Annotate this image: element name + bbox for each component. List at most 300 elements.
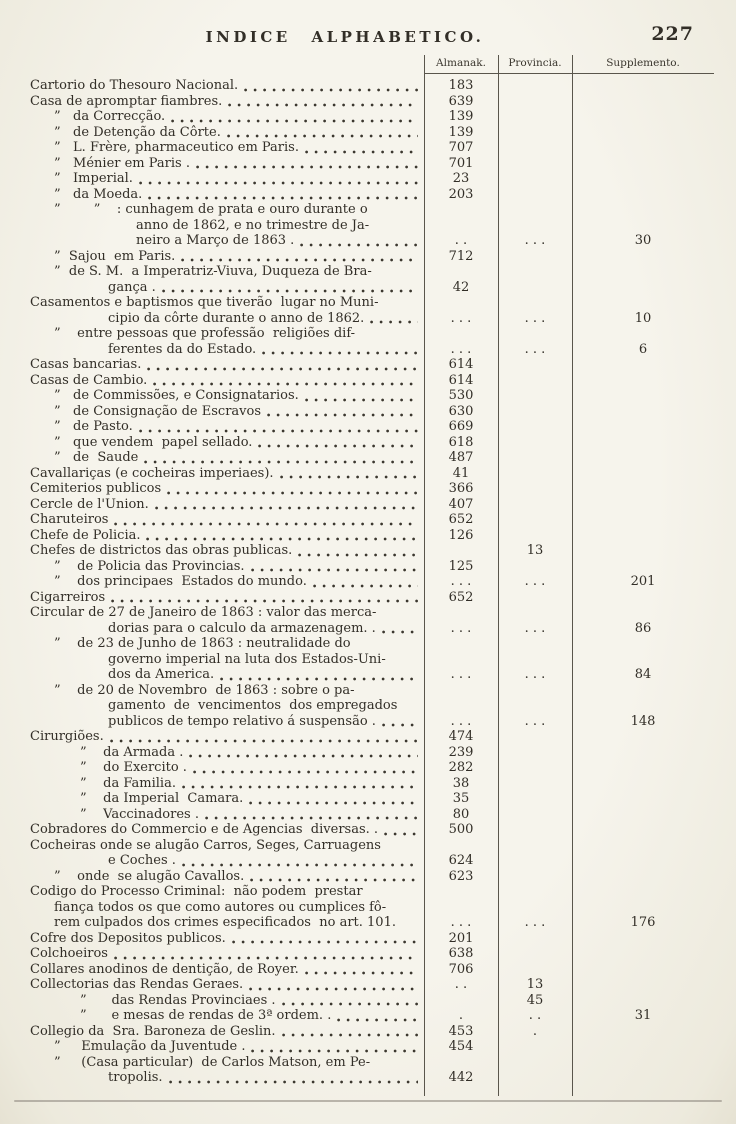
entry-lines xyxy=(30,791,424,807)
entry-text: ” entre pessoas que professão religiões dif- xyxy=(54,326,356,341)
index-row xyxy=(30,512,736,528)
entry-text: Cofre dos Depositos publicos. xyxy=(30,930,226,946)
almanak-cell: 652 xyxy=(448,589,474,605)
dot-leader xyxy=(282,1002,418,1006)
entry-text: fiança todos os que como autores ou cumplices fô- xyxy=(54,899,387,915)
entry-text: ” (Casa particular) de Carlos Matson, em Pe- xyxy=(54,1054,371,1070)
entry-text: neiro a Março de 1863 . xyxy=(136,233,295,248)
entry-line xyxy=(30,326,424,342)
entry-lines xyxy=(30,450,424,466)
index-row xyxy=(30,419,736,435)
index-row xyxy=(30,404,736,420)
entry-line xyxy=(30,667,424,683)
entry-lines xyxy=(30,388,424,404)
entry-line xyxy=(30,977,424,993)
entry-lines xyxy=(30,94,424,110)
entry-text: ” da Moeda. xyxy=(54,186,143,202)
entry-line xyxy=(30,125,424,141)
index-row xyxy=(30,1039,736,1055)
entry-line xyxy=(30,264,424,280)
entry-lines xyxy=(30,419,424,435)
entry-text: ” Imperial. xyxy=(54,171,133,186)
almanak-cell: . . xyxy=(454,233,468,248)
dot-leader xyxy=(382,630,418,634)
index-row xyxy=(30,156,736,172)
dot-leader xyxy=(147,367,418,371)
entry-line xyxy=(30,388,424,404)
almanak-cell: . . . xyxy=(450,574,472,589)
entry-line xyxy=(30,869,424,885)
entry-text: Chefe de Policia. xyxy=(30,527,141,543)
entry-text: Cartorio do Thesouro Nacional. xyxy=(30,78,239,93)
almanak-cell: 707 xyxy=(448,140,474,155)
provincia-cell: . . . xyxy=(524,310,546,326)
index-row xyxy=(30,94,736,110)
index-row xyxy=(30,373,736,389)
almanak-cell: 201 xyxy=(448,930,474,946)
supplemento-cell: 31 xyxy=(634,1008,652,1023)
index-row xyxy=(30,590,736,606)
index-row xyxy=(30,931,736,947)
entry-lines xyxy=(30,1008,424,1024)
entry-line xyxy=(30,884,424,900)
entry-text: ” ” : cunhagem de prata e ouro durante o xyxy=(54,202,368,217)
index-row xyxy=(30,202,736,249)
dot-leader xyxy=(305,150,418,154)
provincia-cell: . . . xyxy=(524,713,546,729)
almanak-cell: 623 xyxy=(448,868,474,884)
provincia-cell: 13 xyxy=(526,543,544,558)
dot-leader xyxy=(300,243,418,247)
index-row xyxy=(30,171,736,187)
index-row xyxy=(30,1055,736,1086)
dot-leader xyxy=(162,289,418,293)
entry-line xyxy=(30,466,424,482)
index-row xyxy=(30,791,736,807)
almanak-cell: 652 xyxy=(448,512,474,527)
entry-line xyxy=(30,342,424,358)
almanak-cell: 126 xyxy=(448,527,474,543)
entry-line xyxy=(30,652,424,668)
provincia-cell: . . . xyxy=(524,233,546,248)
column-header-supplemento: Supplemento. xyxy=(606,57,680,69)
entry-line xyxy=(30,822,424,838)
dot-leader xyxy=(262,351,418,355)
entry-lines xyxy=(30,574,424,590)
dot-leader xyxy=(382,723,418,727)
supplemento-cell: 201 xyxy=(630,574,656,589)
entry-text: dos da America. xyxy=(108,667,215,682)
entry-text: ” dos principaes Estados do mundo. xyxy=(54,574,307,589)
dot-leader xyxy=(251,1049,418,1053)
entry-lines xyxy=(30,559,424,575)
dot-leader xyxy=(153,382,418,386)
provincia-cell: . . xyxy=(528,1008,542,1023)
entry-line xyxy=(30,745,424,761)
dot-leader xyxy=(305,971,418,975)
entry-line xyxy=(30,760,424,776)
entry-lines xyxy=(30,373,424,389)
dot-leader xyxy=(251,568,418,572)
entry-lines xyxy=(30,156,424,172)
almanak-cell: 407 xyxy=(448,496,474,512)
entry-line xyxy=(30,962,424,978)
index-row xyxy=(30,249,736,265)
almanak-cell: 203 xyxy=(448,186,474,202)
index-row xyxy=(30,683,736,730)
index-row xyxy=(30,326,736,357)
dot-leader xyxy=(282,1033,418,1037)
dot-leader xyxy=(144,460,418,464)
entry-text: gamento de vencimentos dos empregados xyxy=(108,698,398,713)
index-row xyxy=(30,481,736,497)
supplemento-cell: 30 xyxy=(634,233,652,248)
almanak-cell: 139 xyxy=(448,109,474,124)
entry-line xyxy=(30,481,424,497)
entry-lines xyxy=(30,295,424,326)
entry-lines xyxy=(30,187,424,203)
index-row xyxy=(30,822,736,838)
entry-text: ” da Correcção. xyxy=(54,109,166,124)
entry-lines xyxy=(30,962,424,978)
index-row xyxy=(30,435,736,451)
entry-line xyxy=(30,435,424,451)
almanak-cell: 38 xyxy=(452,775,470,791)
entry-text: Collegio da Sra. Baroneza de Geslin. xyxy=(30,1023,276,1039)
dot-leader xyxy=(181,258,418,262)
entry-line xyxy=(30,605,424,621)
almanak-cell: . . xyxy=(454,977,468,992)
index-row xyxy=(30,187,736,203)
entry-text: Collectorias das Rendas Geraes. xyxy=(30,977,244,992)
almanak-cell: 712 xyxy=(448,248,474,264)
dot-leader xyxy=(249,987,418,991)
column-header-almanak: Almanak. xyxy=(436,57,486,69)
entry-line xyxy=(30,946,424,962)
dot-leader xyxy=(267,413,418,417)
entry-lines xyxy=(30,590,424,606)
entry-lines xyxy=(30,264,424,295)
almanak-cell: 453 xyxy=(448,1023,474,1039)
dot-leader xyxy=(114,522,418,526)
entry-text: rem culpados dos crimes especificados no art. 101. xyxy=(54,915,396,930)
dot-leader xyxy=(171,119,418,123)
entry-text: ” L. Frère, pharmaceutico em Paris. xyxy=(54,140,299,155)
provincia-cell: . . . xyxy=(524,667,546,682)
entry-line xyxy=(30,574,424,590)
almanak-cell: 669 xyxy=(448,419,474,434)
dot-leader xyxy=(249,801,418,805)
entry-line xyxy=(30,249,424,265)
index-row xyxy=(30,466,736,482)
index-row xyxy=(30,574,736,590)
entry-lines xyxy=(30,636,424,683)
entry-text: ” Ménier em Paris . xyxy=(54,155,190,171)
entry-lines xyxy=(30,78,424,94)
entry-line xyxy=(30,218,424,234)
entry-line xyxy=(30,450,424,466)
index-row xyxy=(30,264,736,295)
entry-lines xyxy=(30,884,424,931)
index-row xyxy=(30,1024,736,1040)
entry-line xyxy=(30,1039,424,1055)
dot-leader xyxy=(370,320,418,324)
entry-lines xyxy=(30,528,424,544)
almanak-cell: . . . xyxy=(450,667,472,682)
index-row xyxy=(30,776,736,792)
header-underline xyxy=(424,73,714,74)
entry-line xyxy=(30,1070,424,1086)
entry-text: ” da Imperial Camara. xyxy=(80,791,244,806)
dot-leader xyxy=(110,739,418,743)
dot-leader xyxy=(244,88,418,92)
entry-text: ” de S. M. a Imperatriz-Viuva, Duqueza de Bra- xyxy=(54,264,372,279)
dot-leader xyxy=(227,134,418,138)
dot-leader xyxy=(182,863,418,867)
entry-text: Casas bancarias. xyxy=(30,357,142,372)
index-row xyxy=(30,946,736,962)
entry-line xyxy=(30,295,424,311)
dot-leader xyxy=(337,1018,418,1022)
dot-leader xyxy=(189,754,418,758)
almanak-cell: 630 xyxy=(448,403,474,419)
entry-text: ” Sajou em Paris. xyxy=(54,248,176,264)
almanak-cell: 618 xyxy=(448,434,474,450)
entry-text: ” da Armada . xyxy=(80,744,184,760)
entry-line xyxy=(30,280,424,296)
supplemento-cell: 148 xyxy=(630,713,656,729)
entry-line xyxy=(30,187,424,203)
dot-leader xyxy=(258,444,418,448)
almanak-cell: 41 xyxy=(452,465,470,481)
index-row xyxy=(30,559,736,575)
provincia-cell: . xyxy=(532,1023,538,1039)
entry-line xyxy=(30,404,424,420)
index-row xyxy=(30,760,736,776)
entry-lines xyxy=(30,946,424,962)
entry-lines xyxy=(30,466,424,482)
entry-lines xyxy=(30,1024,424,1040)
entry-lines xyxy=(30,357,424,373)
entry-text: ” de 20 de Novembro de 1863 : sobre o pa- xyxy=(54,682,355,698)
entry-text: Charuteiros xyxy=(30,512,109,527)
dot-leader xyxy=(111,599,418,603)
entry-line xyxy=(30,357,424,373)
entry-line xyxy=(30,1008,424,1024)
entry-text: Casas de Cambio. xyxy=(30,372,148,388)
entry-line xyxy=(30,78,424,94)
entry-lines xyxy=(30,543,424,559)
provincia-cell: . . . xyxy=(524,915,546,930)
dot-leader xyxy=(220,677,418,681)
almanak-cell: 23 xyxy=(452,171,470,186)
index-row xyxy=(30,1008,736,1024)
entry-lines xyxy=(30,807,424,823)
index-row xyxy=(30,388,736,404)
dot-leader xyxy=(139,181,418,185)
entry-line xyxy=(30,838,424,854)
entry-line xyxy=(30,1024,424,1040)
entry-line xyxy=(30,807,424,823)
entry-text: Cemiterios publicos xyxy=(30,481,162,496)
entry-line xyxy=(30,419,424,435)
almanak-cell: 638 xyxy=(448,946,474,961)
entry-text: e Coches . xyxy=(108,853,176,868)
entry-text: Casa de apromptar fiambres. xyxy=(30,93,223,109)
almanak-cell: 239 xyxy=(448,744,474,760)
entry-lines xyxy=(30,435,424,451)
entry-text: Cocheiras onde se alugão Carros, Seges, Carruagens xyxy=(30,837,381,853)
almanak-cell: 624 xyxy=(448,853,474,868)
dot-leader xyxy=(384,832,418,836)
almanak-cell: 35 xyxy=(452,791,470,806)
entry-line xyxy=(30,171,424,187)
almanak-cell: 701 xyxy=(448,155,474,171)
entry-line xyxy=(30,1055,424,1071)
entry-lines xyxy=(30,481,424,497)
index-rows xyxy=(0,78,736,1086)
entry-line xyxy=(30,729,424,745)
index-row xyxy=(30,993,736,1009)
supplemento-cell: 10 xyxy=(634,310,652,326)
index-row xyxy=(30,125,736,141)
provincia-cell: 13 xyxy=(526,977,544,992)
dot-leader xyxy=(228,103,418,107)
entry-text: ” Vaccinadores . xyxy=(80,806,199,822)
provincia-cell: 45 xyxy=(526,992,544,1008)
dot-leader xyxy=(114,956,418,960)
entry-text: Cigarreiros xyxy=(30,589,106,605)
provincia-cell: . . . xyxy=(524,341,546,357)
entry-text: ” e mesas de rendas de 3ª ordem. . xyxy=(80,1008,332,1023)
page-number: 227 xyxy=(651,23,694,45)
almanak-cell: 639 xyxy=(448,93,474,109)
entry-lines xyxy=(30,125,424,141)
almanak-cell: 366 xyxy=(448,481,474,496)
dot-leader xyxy=(196,165,418,169)
almanak-cell: 454 xyxy=(448,1039,474,1054)
almanak-cell: 282 xyxy=(448,760,474,775)
entry-lines xyxy=(30,202,424,249)
entry-line xyxy=(30,636,424,652)
index-row xyxy=(30,295,736,326)
provincia-cell: . . . xyxy=(524,574,546,589)
entry-line xyxy=(30,233,424,249)
entry-lines xyxy=(30,977,424,993)
entry-line xyxy=(30,559,424,575)
entry-line xyxy=(30,776,424,792)
entry-lines xyxy=(30,109,424,125)
entry-lines xyxy=(30,140,424,156)
almanak-cell: . . . xyxy=(450,341,472,357)
dot-leader xyxy=(250,878,418,882)
entry-line xyxy=(30,373,424,389)
almanak-cell: . . . xyxy=(450,310,472,326)
entry-text: ” das Rendas Provinciaes . xyxy=(80,992,276,1008)
entry-text: ” de Commissões, e Consignatarios. xyxy=(54,388,299,403)
index-row xyxy=(30,78,736,94)
entry-lines xyxy=(30,760,424,776)
page-title: INDICE ALPHABETICO. xyxy=(205,28,485,46)
entry-line xyxy=(30,714,424,730)
entry-text: ” de 23 de Junho de 1863 : neutralidade do xyxy=(54,636,351,651)
entry-lines xyxy=(30,993,424,1009)
entry-text: anno de 1862, e no trimestre de Ja- xyxy=(136,217,370,233)
entry-lines xyxy=(30,683,424,730)
entry-text: ” de Policia das Provincias. xyxy=(54,558,245,574)
entry-line xyxy=(30,512,424,528)
entry-line xyxy=(30,202,424,218)
entry-text: ferentes da do Estado. xyxy=(108,341,257,357)
index-row xyxy=(30,140,736,156)
dot-leader xyxy=(232,940,418,944)
index-row xyxy=(30,636,736,683)
entry-text: ” onde se alugão Cavallos. xyxy=(54,868,245,884)
entry-text: dorias para o calculo da armazenagem. . xyxy=(108,620,376,636)
dot-leader xyxy=(167,491,418,495)
entry-lines xyxy=(30,838,424,869)
entry-lines xyxy=(30,404,424,420)
dot-leader xyxy=(298,553,418,557)
column-header-provincia: Provincia. xyxy=(508,57,562,69)
entry-lines xyxy=(30,1055,424,1086)
entry-line xyxy=(30,109,424,125)
entry-lines xyxy=(30,1039,424,1055)
entry-text: ” de Saude xyxy=(54,450,139,465)
entry-text: Collares anodinos de dentição, de Royer. xyxy=(30,961,299,977)
entry-line xyxy=(30,791,424,807)
index-row xyxy=(30,729,736,745)
almanak-cell: . . . xyxy=(450,915,472,930)
dot-leader xyxy=(205,816,418,820)
entry-line xyxy=(30,497,424,513)
entry-line xyxy=(30,140,424,156)
index-row xyxy=(30,977,736,993)
entry-lines xyxy=(30,822,424,838)
entry-text: publicos de tempo relativo á suspensão . xyxy=(108,713,376,729)
entry-text: Circular de 27 de Janeiro de 1863 : valor das merca- xyxy=(30,605,377,620)
entry-lines xyxy=(30,605,424,636)
dot-leader xyxy=(305,398,418,402)
index-row xyxy=(30,962,736,978)
entry-text: ” da Familia. xyxy=(80,775,176,791)
entry-line xyxy=(30,993,424,1009)
supplemento-cell: 86 xyxy=(634,620,652,636)
entry-text: ” do Exercito . xyxy=(80,760,187,775)
entry-text: gança . xyxy=(108,279,156,295)
index-row xyxy=(30,450,736,466)
index-row xyxy=(30,605,736,636)
almanak-cell: 614 xyxy=(448,357,474,372)
almanak-cell: 614 xyxy=(448,372,474,388)
almanak-cell: 125 xyxy=(448,558,474,574)
almanak-cell: 500 xyxy=(448,822,474,837)
dot-leader xyxy=(182,785,418,789)
provincia-cell: . . . xyxy=(524,620,546,636)
index-row xyxy=(30,745,736,761)
entry-line xyxy=(30,931,424,947)
entry-text: ” de Detenção da Côrte. xyxy=(54,124,221,140)
entry-lines xyxy=(30,745,424,761)
entry-text: ” de Consignação de Escravos xyxy=(54,403,261,419)
almanak-cell: 474 xyxy=(448,729,474,744)
entry-text: ” de Pasto. xyxy=(54,419,133,434)
entry-line xyxy=(30,311,424,327)
index-row xyxy=(30,838,736,869)
almanak-cell: 487 xyxy=(448,450,474,465)
almanak-cell: . . . xyxy=(450,713,472,729)
dot-leader xyxy=(148,196,418,200)
